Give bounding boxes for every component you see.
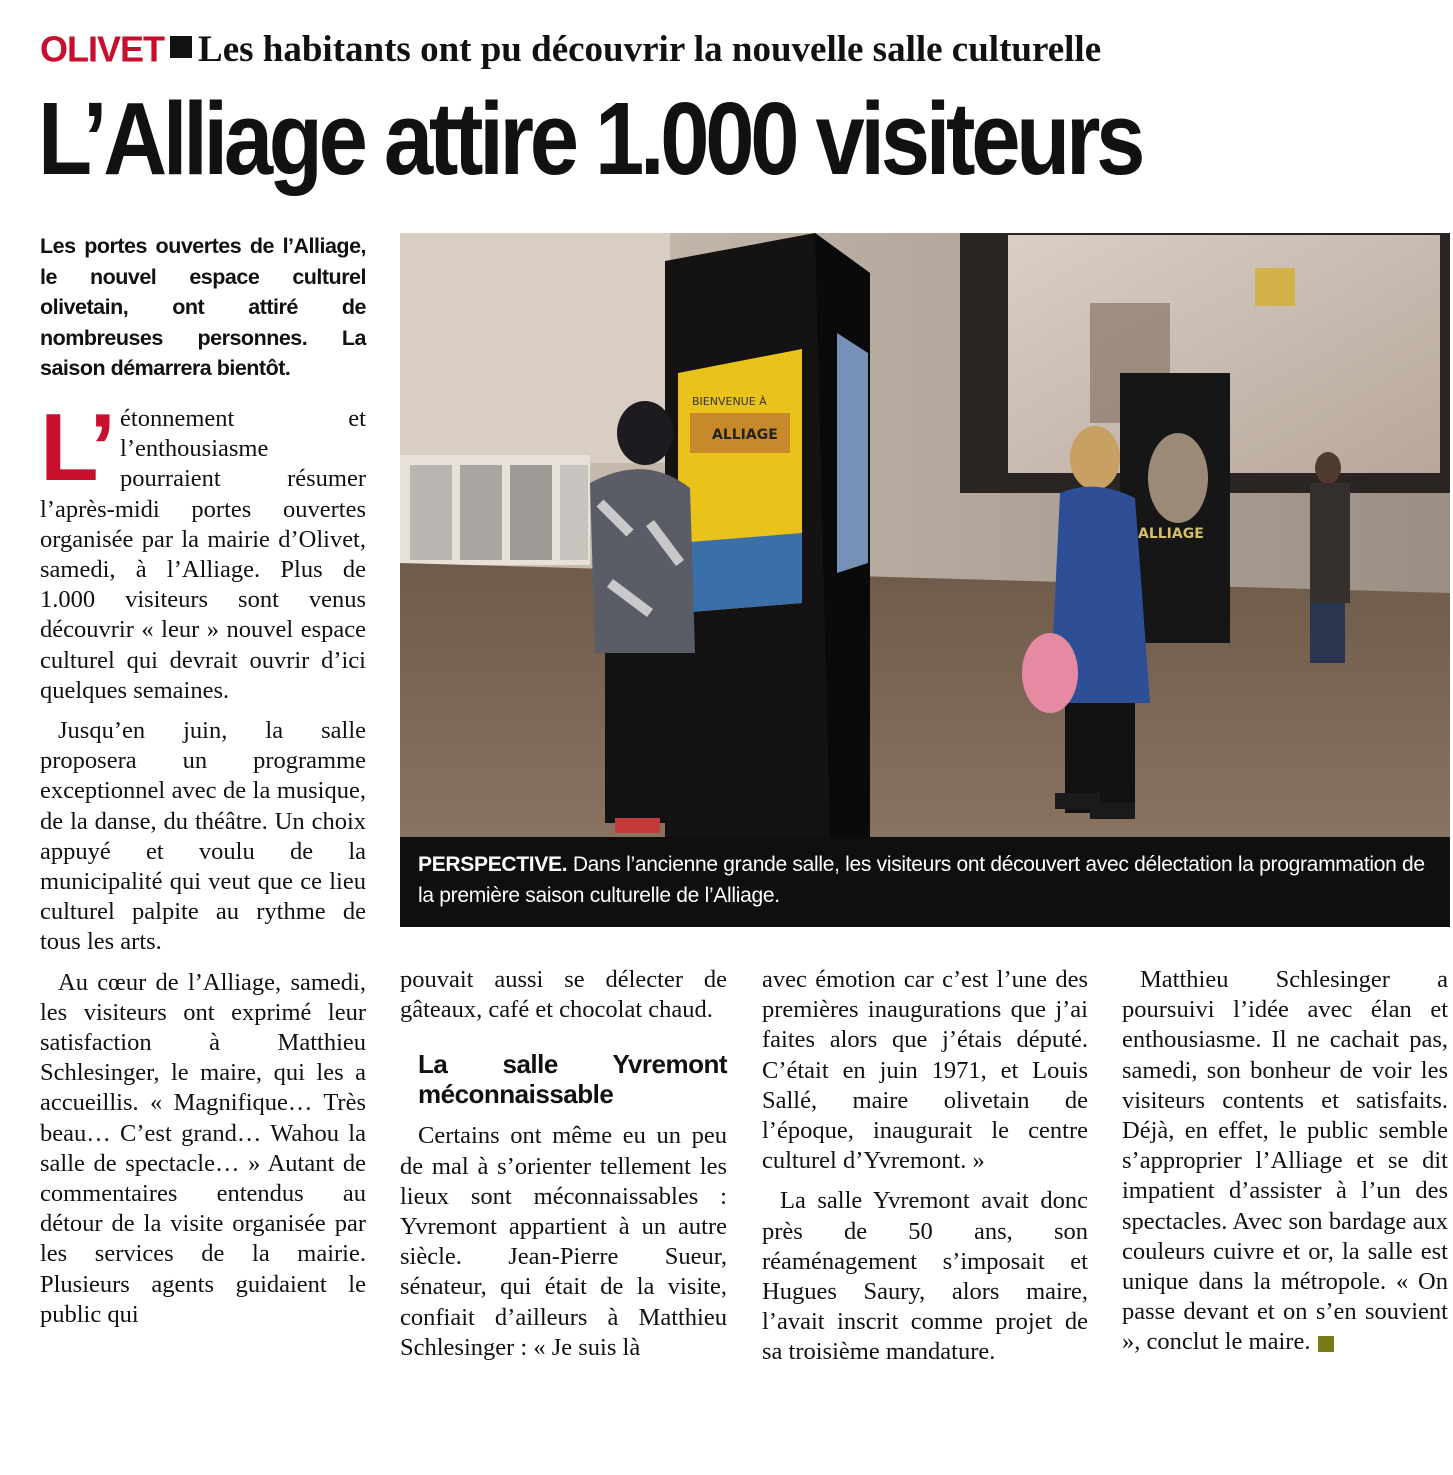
caption-text: Dans l’ancienne grande salle, les visiteurs ont découvert avec délectation la programmation de la première saison culturelle de l’Alliage.	[418, 853, 1425, 907]
article-column-4	[1122, 965, 1448, 1358]
article-paragraph: Certains ont même eu un peu de mal à s’orienter tellement les lieux sont méconnaissables : Yvremont appartient à un autre siècle. Jean-Pierre Sueur, sénateur, qui était de la visite, confiait d’ailleurs à Matthieu Schlesinger : « Je suis là	[400, 1122, 727, 1361]
article-paragraph: pouvait aussi se délecter de gâteaux, café et chocolat chaud.	[400, 966, 727, 1024]
headline: L’Alliage attire 1.000 visiteurs	[38, 81, 1142, 196]
drop-cap: L’	[40, 394, 113, 501]
photo-caption	[400, 837, 1450, 927]
article-paragraph: Au cœur de l’Alliage, samedi, les visiteurs ont exprimé leur satisfaction à Matthieu Schlesinger, le maire, qui les a accueillis. « Magnifique… Très beau… C’est grand… Wahou la salle de spectacle… » Autant de commentaires entendus au détour de la visite organisée par les services de la mairie. Plusieurs agents guidaient le public qui	[40, 968, 366, 1328]
article-column-2	[400, 965, 727, 1363]
kicker-location: OLIVET	[40, 28, 165, 70]
banner-text: ALLIAGE	[1138, 526, 1204, 542]
article-photo	[400, 233, 1450, 837]
kicker-subtitle: Les habitants ont pu découvrir la nouvelle salle culturelle	[198, 29, 1102, 70]
kicker-square-icon	[170, 36, 192, 58]
caption-label: PERSPECTIVE.	[418, 853, 568, 876]
article-paragraph: Jusqu’en juin, la salle proposera un programme exceptionnel avec de la musique, de la danse, du théâtre. Un choix appuyé et voulu de la municipalité qui veut que ce lieu culturel palpite au rythme de tous les arts.	[40, 717, 366, 956]
end-of-article-icon	[1318, 1336, 1334, 1352]
article-column-1	[40, 394, 366, 1330]
panel-text-alliage: ALLIAGE	[712, 427, 778, 443]
exhibition-hall-image	[400, 233, 1450, 837]
article-paragraph: avec émotion car c’est l’une des premières inaugurations que j’ai faites alors que j’étais député. C’était en juin 1971, et Louis Sallé, maire olivetain de l’époque, inaugurait le centre culturel d’Yvremont. »	[762, 966, 1088, 1175]
standfirst: Les portes ouvertes de l’Alliage, le nouvel espace culturel olivetain, ont attiré de nombreuses personnes. La saison démarrera bientôt.	[40, 234, 366, 380]
section-subheading: La salle Yvremont méconnaissable	[418, 1049, 727, 1110]
panel-text-welcome: BIENVENUE À	[692, 395, 767, 408]
article-paragraph: L’ étonnement et l’enthousiasme pourraient résumer l’après-midi portes ouvertes organisée par la mairie d’Olivet, samedi, à l’Alliage. Plus de 1.000 visiteurs sont venus découvrir « leur » nouvel espace culturel qui devrait ouvrir d’ici quelques semaines.	[40, 394, 366, 704]
article-paragraph: Matthieu Schlesinger a poursuivi l’idée avec élan et enthousiasme. Il ne cachait pas, samedi, son bonheur de voir les visiteurs contents et satisfaits. Déjà, en effet, le public semble s’approprier l’Alliage et se dit impatient d’assister à l’un des spectacles. Avec son bardage aux couleurs cuivre et or, la salle est unique dans la métropole. « On passe devant et on s’en souvient », conclut le maire.	[1122, 966, 1448, 1356]
article-column-3	[762, 965, 1088, 1368]
article-paragraph: La salle Yvremont avait donc près de 50 ans, son réaménagement s’imposait et Hugues Saury, alors maire, l’avait inscrit comme projet de sa troisième mandature.	[762, 1187, 1088, 1366]
kicker	[40, 28, 1430, 74]
